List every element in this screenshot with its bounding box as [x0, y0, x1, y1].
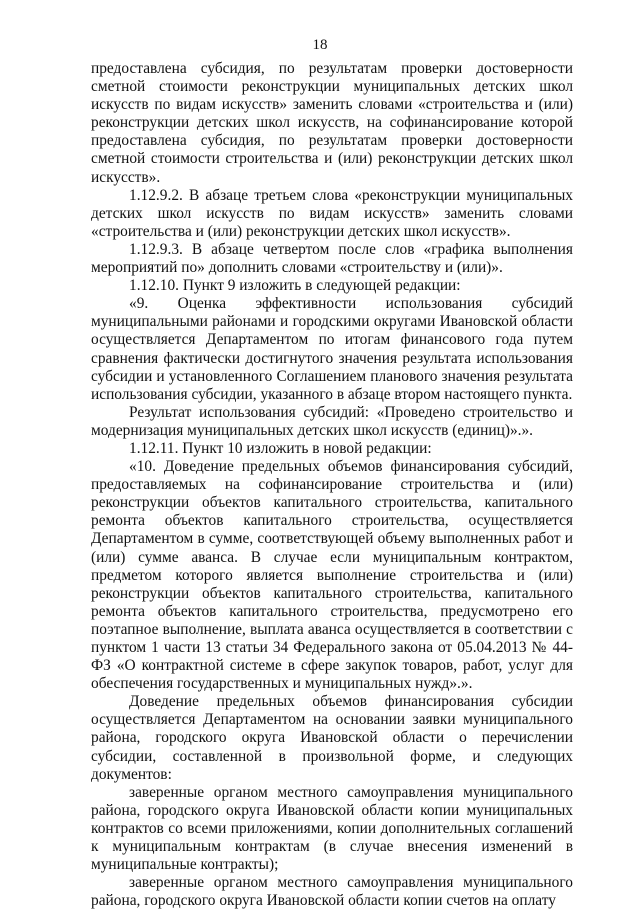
paragraph: Результат использования субсидий: «Проведено строительство и модернизация муниципальных детских школ искусств (единиц)».».: [91, 403, 573, 439]
paragraph: «10. Доведение предельных объемов финансирования субсидий, предоставляемых на софинансирование строительства и (или) реконструкции объектов капитального строительства, капитального ремонта объектов капитального строительства, осуществляется Департаментом в сумме, соответствующей объему выполненных работ и (или) сумме аванса. В случае если муниципальным контрактом, предметом которого является выполнение строительства и (или) реконструкции объектов капитального строительства, капитального ремонта объектов капитального строительства, предусмотрено его поэтапное выполнение, выплата аванса осуществляется в соответствии с пунктом 1 части 13 статьи 34 Федерального закона от 05.04.2013 № 44-ФЗ «О контрактной системе в сфере закупок товаров, работ, услуг для обеспечения государственных и муниципальных нужд».».: [91, 458, 573, 693]
paragraph: заверенные органом местного самоуправления муниципального района, городского округа Ивановской области копии муниципальных контрактов со всеми приложениями, копии дополнительных соглашений к муниципальным контрактам (в случае внесения изменений в муниципальные контракты);: [91, 783, 573, 874]
paragraph: «9. Оценка эффективности использования субсидий муниципальными районами и городскими округами Ивановской области осуществляется Департаментом по итогам финансового года путем сравнения фактически достигнутого значения результата использования субсидии и установленного Соглашением планового значения результата использования субсидии, указанного в абзаце втором настоящего пункта.: [91, 295, 573, 403]
paragraph: 1.12.11. Пункт 10 изложить в новой редакции:: [129, 439, 432, 457]
paragraph: 1.12.9.2. В абзаце третьем слова «реконструкции муниципальных детских школ искусств по видам искусств» заменить словами «строительства и (или) реконструкции детских школ искусств».: [91, 186, 573, 240]
page-number: 18: [312, 37, 328, 53]
paragraph: предоставлена субсидия, по результатам проверки достоверности сметной стоимости реконструкции муниципальных детских школ искусств по видам искусств» заменить словами «строительства и (или) реконструкции детских школ искусств, на софинансирование которой предоставлена субсидия, по результатам проверки достоверности сметной стоимости строительства и (или) реконструкции детских школ искусств».: [91, 60, 573, 186]
document-body: [91, 60, 573, 910]
paragraph: 1.12.9.3. В абзаце четвертом после слов «графика выполнения мероприятий по» дополнить словами «строительству и (или)».: [91, 240, 573, 277]
paragraph: 1.12.10. Пункт 9 изложить в следующей редакции:: [129, 277, 461, 295]
paragraph: Доведение предельных объемов финансирования субсидии осуществляется Департаментом на основании заявки муниципального района, городского округа Ивановской области о перечислении субсидии, составленной в произвольной форме, и следующих документов:: [91, 693, 573, 783]
paragraph: заверенные органом местного самоуправления муниципального района, городского округа Ивановской области копии счетов на оплату: [91, 874, 573, 910]
